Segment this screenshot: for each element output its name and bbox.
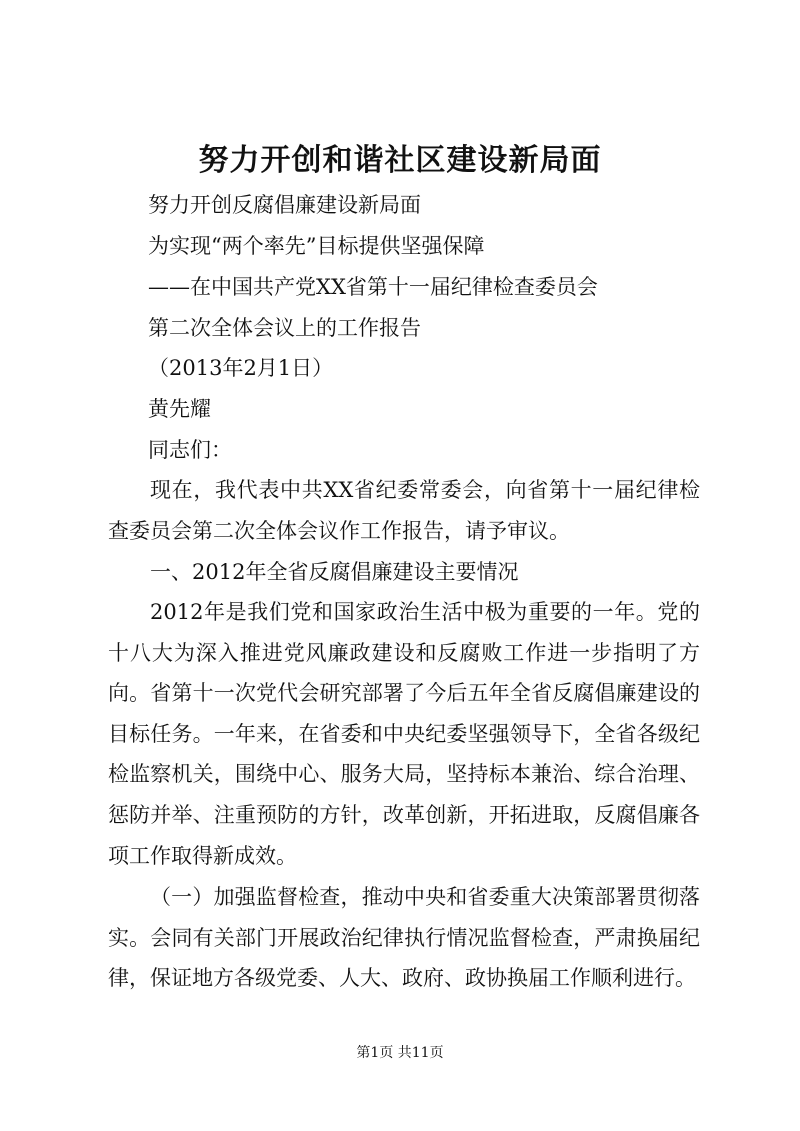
body-paragraph: 2012年是我们党和国家政治生活中极为重要的一年。党的十八大为深入推进党风廉政建设和反腐败工作进一步指明了方向。省第十一次党代会研究部署了今后五年全省反腐倡廉建设的目标任务。一年来，在省委和中央纪委坚强领导下，全省各级纪检监察机关，围绕中心、服务大局，坚持标本兼治、综合治理、惩防并举、注重预防的方针，改革创新，开拓进取，反腐倡廉各项工作取得新成效。 — [108, 600, 700, 868]
report-occasion-line-2: 第二次全体会议上的工作报告 — [148, 316, 421, 340]
body-paragraph: （一）加强监督检查，推动中央和省委重大决策部署贯彻落实。会同有关部门开展政治纪律执行情况监督检查，严肃换届纪律，保证地方各级党委、人大、政府、政协换届工作顺利进行。 — [108, 885, 700, 991]
page-footer: 第1页 共11页 — [356, 1045, 444, 1061]
salutation: 同志们： — [148, 438, 232, 462]
report-title-line: 努力开创反腐倡廉建设新局面 — [148, 193, 421, 217]
report-subtitle-line: 为实现“两个率先”目标提供坚强保障 — [148, 234, 485, 258]
section-heading: 一、2012年全省反腐倡廉建设主要情况 — [150, 560, 519, 584]
report-date: （2013年2月1日） — [148, 356, 334, 380]
report-occasion-line: ——在中国共产党XX省第十一届纪律检查委员会 — [148, 275, 598, 299]
document-title: 努力开创和谐社区建设新局面 — [198, 143, 602, 178]
body-paragraph: 现在，我代表中共XX省纪委常委会，向省第十一届纪律检查委员会第二次全体会议作工作报告，请予审议。 — [108, 478, 700, 543]
report-author: 黄先耀 — [148, 397, 211, 421]
